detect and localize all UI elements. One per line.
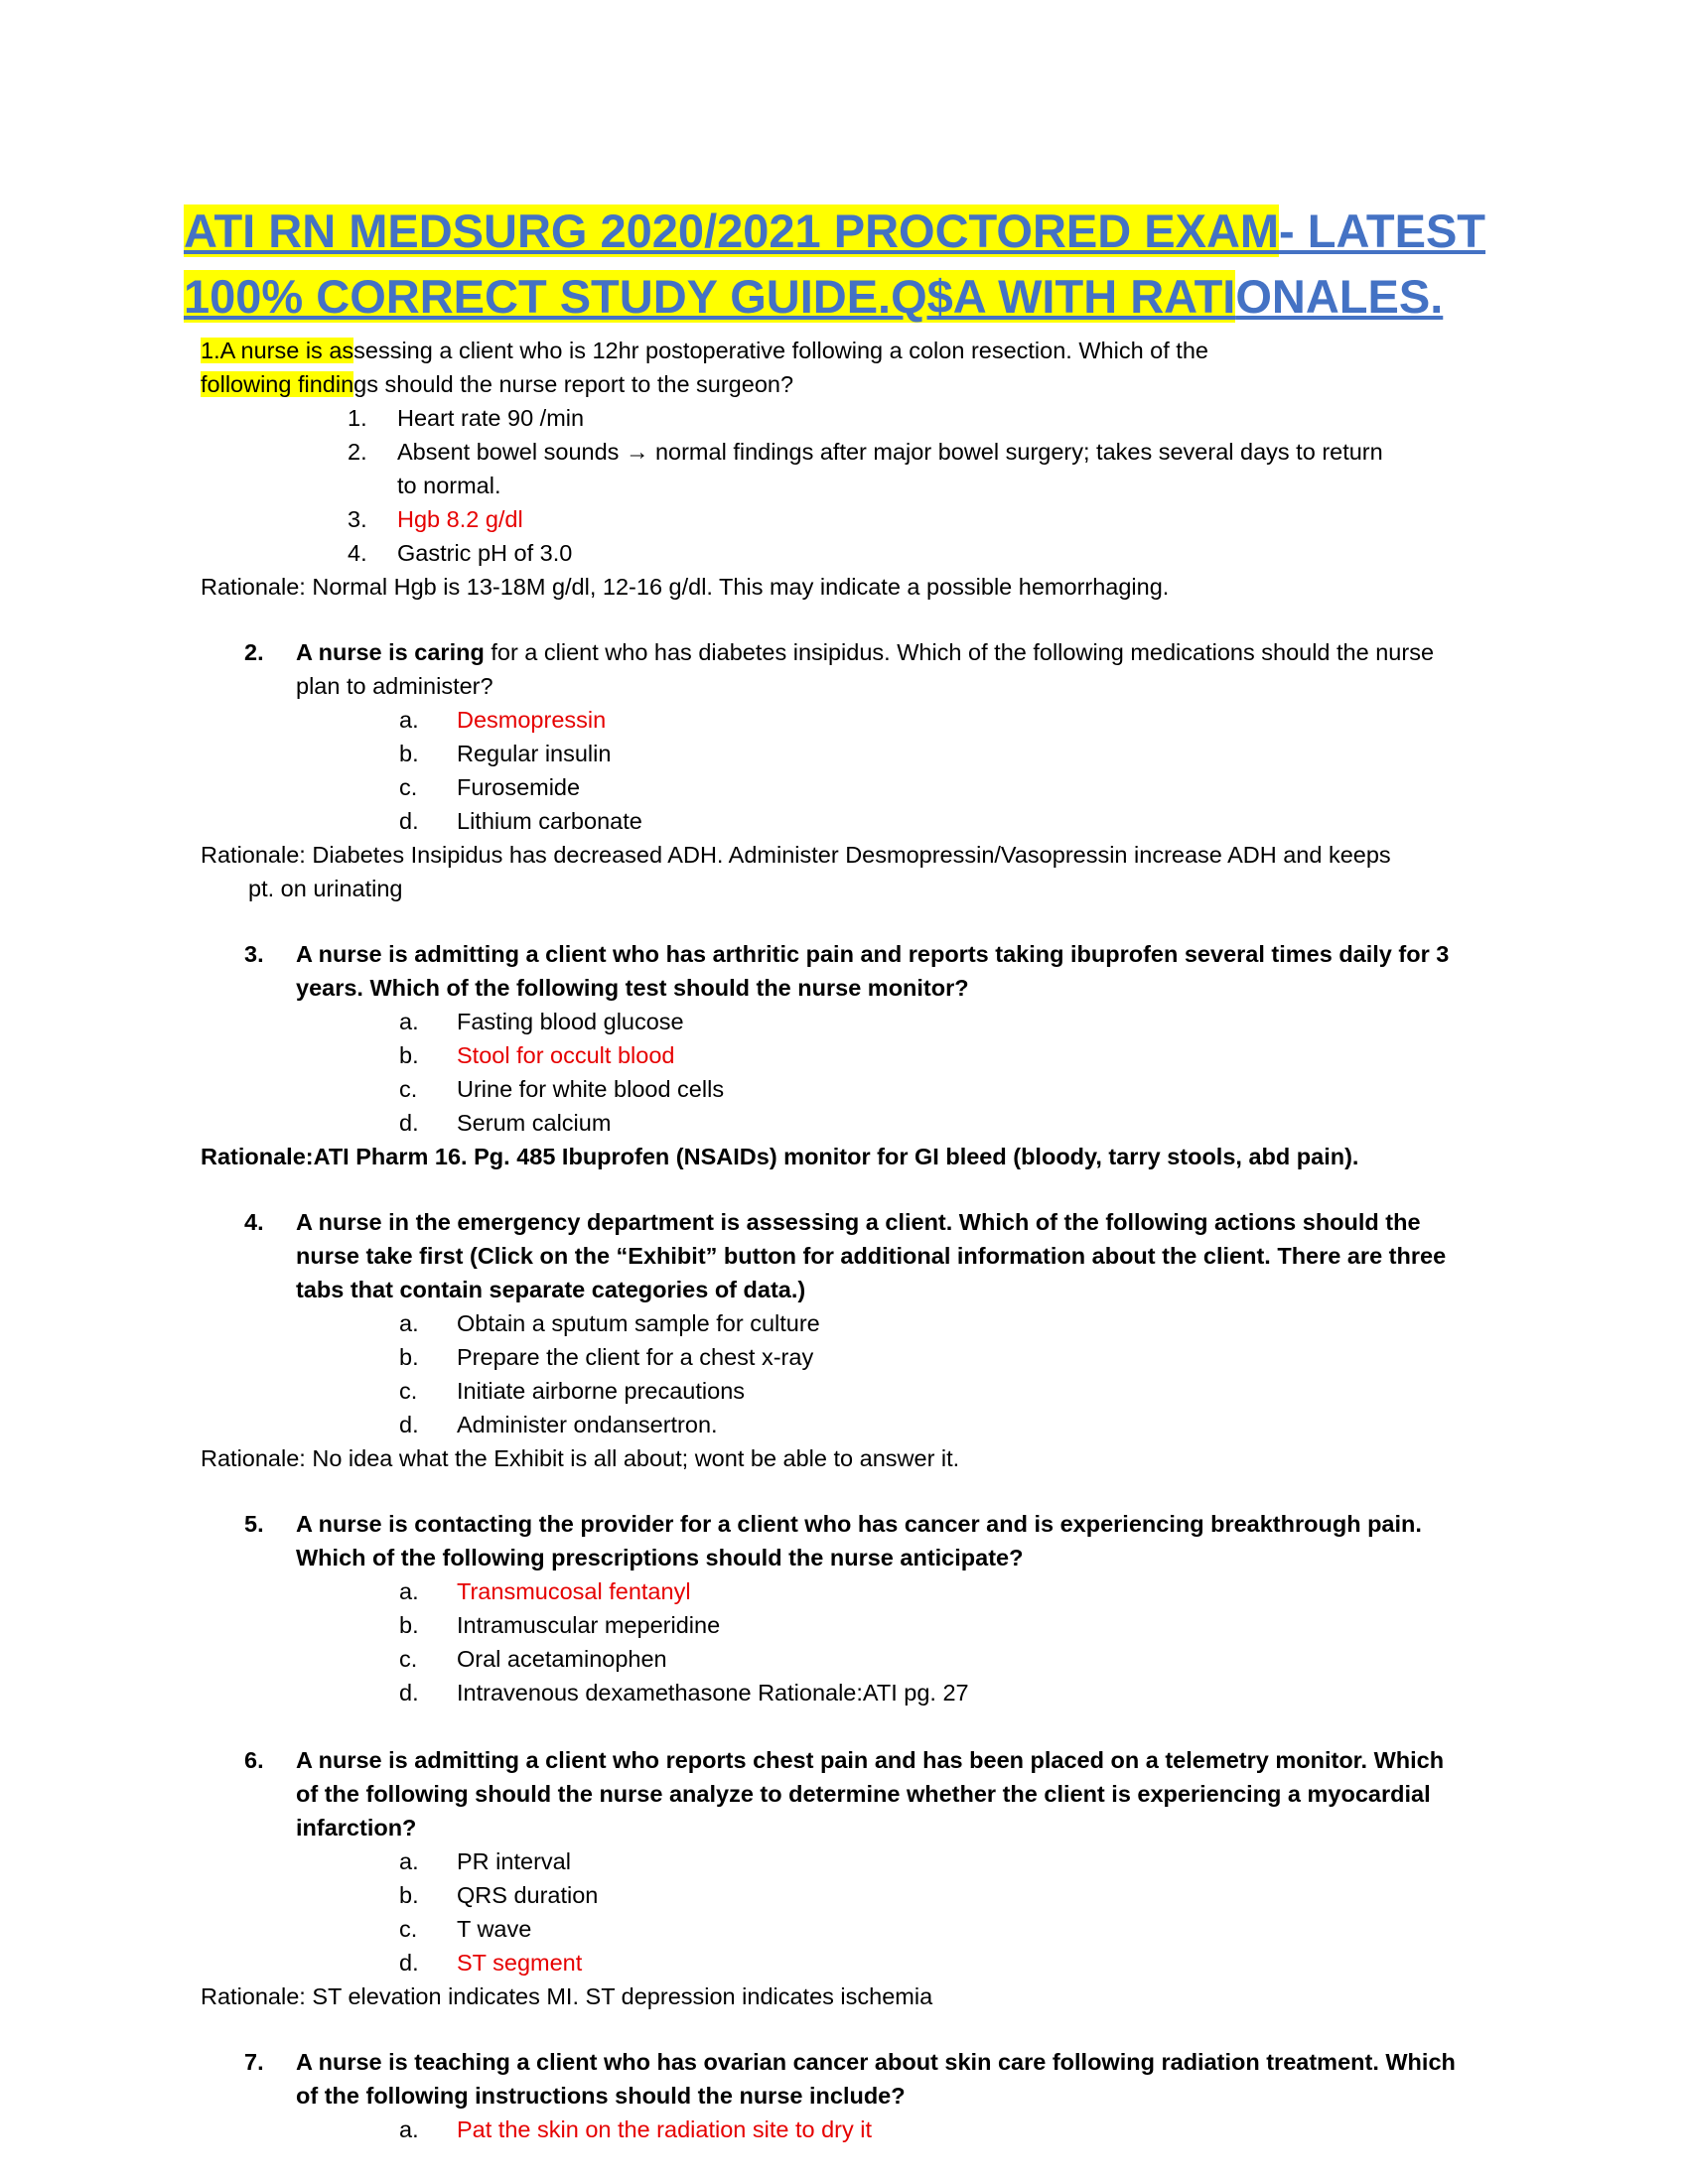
question-number: 3. [244, 941, 264, 967]
question-6-stem [244, 1743, 1466, 1844]
option-label: 1. [348, 405, 367, 431]
option-label: a. [399, 1848, 419, 1874]
option-label: c. [399, 1378, 418, 1404]
option-text: Desmopressin [457, 707, 607, 733]
title-line2-rest: ONALES. [1235, 270, 1444, 323]
option-label: a. [399, 707, 419, 733]
option-text: Prepare the client for a chest x-ray [457, 1344, 814, 1370]
q6-rationale: Rationale: ST elevation indicates MI. ST depression indicates ischemia [201, 1983, 933, 2009]
question-3-stem [244, 937, 1466, 1005]
q1-option-2-cont [397, 469, 501, 502]
option-label: c. [399, 1646, 418, 1672]
question-text: Rationale: Diabetes Insipidus has decreased ADH. Administer Desmopressin/Vasopressin increase ADH and keeps [201, 842, 1391, 868]
option-text: Fasting blood glucose [457, 1009, 684, 1034]
option-label: d. [399, 1412, 419, 1437]
option-label: d. [399, 808, 419, 834]
option-label: a. [399, 1310, 419, 1336]
question-text: A nurse is teaching a client who has ovarian cancer about skin care following radiation treatment. Which of the following instructions should the nurse include? [296, 2049, 1456, 2109]
option-label: a. [399, 2116, 419, 2142]
question-5-stem [244, 1507, 1466, 1574]
q1-stem-text-2: gs should the nurse report to the surgeon? [353, 371, 794, 397]
option-label: d. [399, 1950, 419, 1976]
option-label: b. [399, 1042, 419, 1068]
option-text: Administer ondansertron. [457, 1412, 718, 1437]
option-text: Transmucosal fentanyl [457, 1578, 691, 1604]
option-label: c. [399, 774, 418, 800]
title-line2-highlight: 100% CORRECT STUDY GUIDE.Q$A WITH RATI [184, 270, 1236, 323]
option-text: Hgb 8.2 g/dl [397, 506, 523, 532]
title-rest: - LATEST [1279, 205, 1486, 257]
option-text: Initiate airborne precautions [457, 1378, 746, 1404]
option-label: c. [399, 1916, 418, 1942]
option-text: Heart rate 90 /min [397, 405, 585, 431]
option-label: a. [399, 1009, 419, 1034]
question-number: 5. [244, 1511, 264, 1537]
option-text: Obtain a sputum sample for culture [457, 1310, 820, 1336]
option-label: 3. [348, 506, 367, 532]
option-label: c. [399, 1076, 418, 1102]
question-text [296, 635, 1466, 703]
question-text: to normal. [397, 473, 501, 498]
option-text: Stool for occult blood [457, 1042, 675, 1068]
question-text: A nurse is caring [296, 639, 485, 665]
q1-stem-text: sessing a client who is 12hr postoperative following a colon resection. Which of the [353, 338, 1208, 363]
option-label: d. [399, 1680, 419, 1706]
q2-rationale [201, 838, 1511, 905]
question-number: 6. [244, 1747, 264, 1773]
question-number: 7. [244, 2049, 264, 2075]
document-title [184, 199, 1514, 330]
option-text: ST segment [457, 1950, 583, 1976]
option-text: PR interval [457, 1848, 571, 1874]
question-text: A nurse is contacting the provider for a client who has cancer and is experiencing breakthrough pain. Which of the following prescriptions should the nurse anticipate? [296, 1511, 1422, 1570]
option-text: Serum calcium [457, 1110, 612, 1136]
option-text: Oral acetaminophen [457, 1646, 667, 1672]
option-text: QRS duration [457, 1882, 599, 1908]
option-text: Gastric pH of 3.0 [397, 540, 573, 566]
q1-highlight: 1.A nurse is as [201, 338, 354, 363]
option-text: Intramuscular meperidine [457, 1612, 721, 1638]
option-text: Urine for white blood cells [457, 1076, 725, 1102]
option-label: b. [399, 1344, 419, 1370]
option-text: Lithium carbonate [457, 808, 642, 834]
question-4-stem [244, 1205, 1466, 1306]
option-text: Furosemide [457, 774, 581, 800]
question-1-stem [201, 334, 1491, 401]
option-label: 4. [348, 540, 367, 566]
question-text: A nurse in the emergency department is assessing a client. Which of the following actions should the nurse take first (Click on the “Exhibit” button for additional information about the client. There are three tabs that contain separate categories of data.) [296, 1209, 1447, 1302]
q4-rationale: Rationale: No idea what the Exhibit is all about; wont be able to answer it. [201, 1445, 960, 1471]
question-2-stem [244, 635, 1466, 703]
question-text: A nurse is admitting a client who reports chest pain and has been placed on a telemetry monitor. Which of the following should the nurse analyze to determine whether the client is experiencing a myocardial infarction? [296, 1747, 1445, 1841]
option-label: 2. [348, 439, 367, 465]
question-text: for a client who has diabetes insipidus. Which of the following medications should the nurse plan to administer? [296, 639, 1435, 699]
option-label: a. [399, 1578, 419, 1604]
option-text: Intravenous dexamethasone Rationale:ATI pg. 27 [457, 1680, 969, 1706]
option-label: b. [399, 1882, 419, 1908]
q3-rationale: Rationale:ATI Pharm 16. Pg. 485 Ibuprofen (NSAIDs) monitor for GI bleed (bloody, tarry stools, abd pain). [201, 1144, 1359, 1169]
option-text: T wave [457, 1916, 532, 1942]
option-label: b. [399, 741, 419, 766]
title-highlight: ATI RN MEDSURG 2020/2021 PROCTORED EXAM [184, 205, 1280, 257]
question-text: pt. on urinating [248, 876, 403, 901]
option-text: Regular insulin [457, 741, 612, 766]
q1-rationale: Rationale: Normal Hgb is 13-18M g/dl, 12-16 g/dl. This may indicate a possible hemorrhaging. [201, 574, 1170, 600]
question-number: 2. [244, 639, 264, 665]
q1-highlight-2: following findin [201, 371, 354, 397]
question-number: 4. [244, 1209, 264, 1235]
option-text: Absent bowel sounds → normal findings after major bowel surgery; takes several days to return [397, 439, 1383, 465]
option-label: b. [399, 1612, 419, 1638]
option-text: Pat the skin on the radiation site to dry it [457, 2116, 873, 2142]
option-label: d. [399, 1110, 419, 1136]
question-text: A nurse is admitting a client who has arthritic pain and reports taking ibuprofen several times daily for 3 years. Which of the following test should the nurse monitor? [296, 941, 1450, 1001]
question-7-stem [244, 2045, 1466, 2113]
